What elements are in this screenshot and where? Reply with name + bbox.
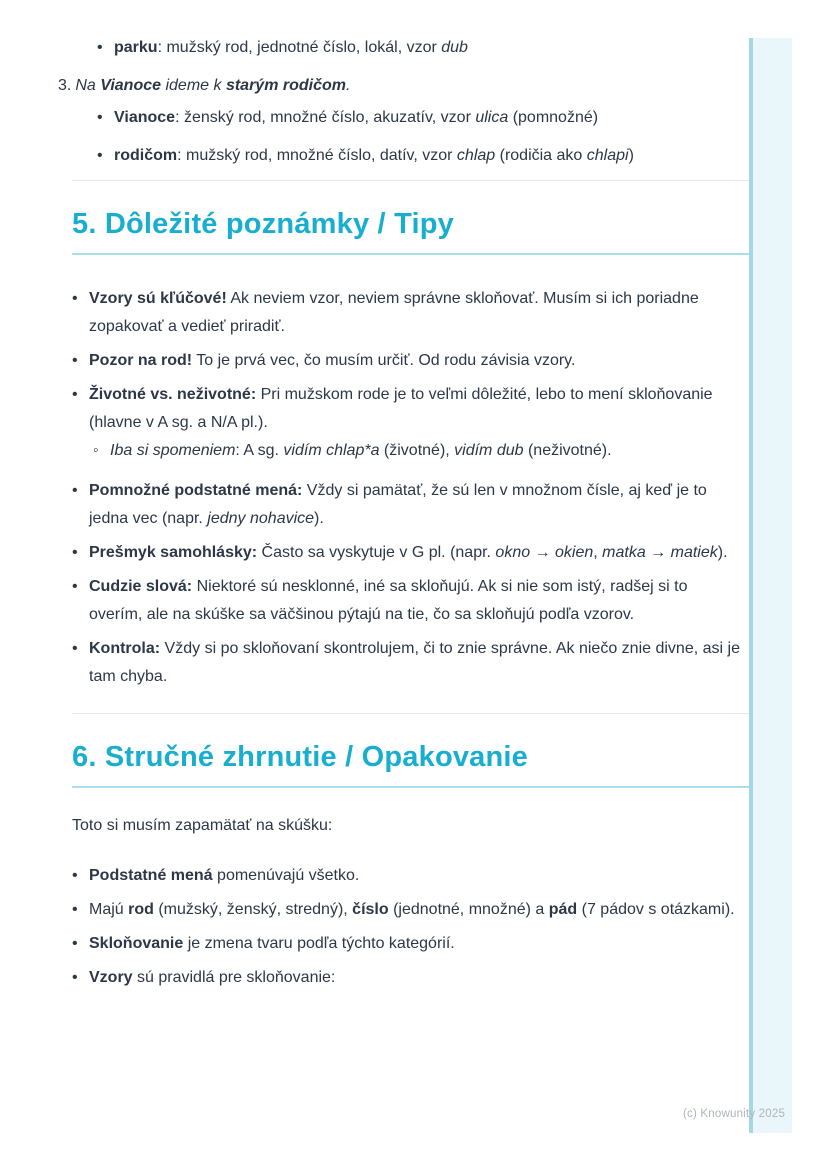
- section-6-list: [72, 862, 768, 992]
- bullet-icon: [72, 930, 89, 958]
- bullet-icon: [72, 477, 89, 533]
- bullet-icon: [72, 285, 89, 341]
- list-item-text: Kontrola: Vždy si po skloňovaní skontrolujem, či to znie správne. Ak niečo znie divne, asi je tam chyba.: [89, 640, 740, 685]
- list-item-text: Pozor na rod! To je prvá vec, čo musím určiť. Od rodu závisia vzory.: [89, 352, 576, 369]
- list-item-text: Podstatné mená pomenúvajú všetko.: [89, 867, 360, 884]
- bullet-icon: [72, 896, 89, 924]
- list-item: [72, 930, 768, 958]
- list-item: [72, 635, 768, 691]
- section-divider: [72, 713, 768, 714]
- circle-bullet-icon: [93, 437, 110, 465]
- bullet-icon: [72, 964, 89, 992]
- bullet-icon: [97, 142, 114, 170]
- bullet-icon: [97, 104, 114, 132]
- list-number: 3.: [58, 77, 72, 94]
- list-item: [72, 347, 768, 375]
- list-item: [72, 539, 768, 567]
- watermark: (c) Knowunity 2025: [683, 1108, 786, 1120]
- bullet-icon: [72, 573, 89, 629]
- sub-list: [93, 437, 741, 465]
- list-item: [72, 285, 768, 341]
- list-item-text: Skloňovanie je zmena tvaru podľa týchto kategórií.: [89, 935, 455, 952]
- list-item: [97, 142, 768, 170]
- section-6-title: 6. Stručné zhrnutie / Opakovanie: [72, 740, 768, 788]
- intro-sub-list: [97, 104, 768, 170]
- bullet-icon: [72, 539, 89, 567]
- highlight-bar: [749, 38, 792, 1133]
- list-item-text: rodičom: mužský rod, množné číslo, datív, vzor chlap (rodičia ako chlapi): [114, 147, 634, 164]
- list-item-text: Cudzie slová: Niektoré sú nesklonné, iné sa skloňujú. Ak si nie som istý, radšej si to overím, ale na skúške sa väčšinou pýtajú na tie, čo sa skloňujú podľa vzorov.: [89, 578, 688, 623]
- intro-bullet-list: [97, 34, 768, 62]
- list-item-text: Pomnožné podstatné mená: Vždy si pamätať, že sú len v množnom čísle, aj keď je to jedna vec (napr. jedny nohavice).: [89, 482, 707, 527]
- list-item: [97, 104, 768, 132]
- list-item-text: Životné vs. neživotné: Pri mužskom rode je to veľmi dôležité, lebo to mení skloňovanie (hlavne v A sg. a N/A pl.). ◦ Iba si spomeniem: A sg. vidím chlap*a (životné), vidím dub (neživotné).: [89, 381, 741, 471]
- numbered-item: [58, 72, 768, 100]
- section-5-title: 5. Dôležité poznámky / Tipy: [72, 207, 768, 255]
- list-item-text: parku: mužský rod, jednotné číslo, lokál, vzor dub: [114, 39, 468, 56]
- list-item-text: Vianoce: ženský rod, množné číslo, akuzatív, vzor ulica (pomnožné): [114, 109, 599, 126]
- list-item-text: Prešmyk samohlásky: Často sa vyskytuje v G pl. (napr. okno → okien, matka → matiek).: [89, 544, 728, 561]
- list-item-text: Iba si spomeniem: A sg. vidím chlap*a (životné), vidím dub (neživotné).: [110, 442, 612, 459]
- bullet-icon: [72, 347, 89, 375]
- bullet-icon: [72, 862, 89, 890]
- list-item-text: Vzory sú pravidlá pre skloňovanie:: [89, 969, 336, 986]
- section-5-list: [72, 285, 768, 691]
- list-item-text: Vzory sú kľúčové! Ak neviem vzor, neviem správne skloňovať. Musím si ich poriadne zopakovať a vedieť priradiť.: [89, 290, 699, 335]
- numbered-item-text: Na Vianoce ideme k starým rodičom.: [75, 77, 351, 94]
- list-item-text: Majú rod (mužský, ženský, stredný), číslo (jednotné, množné) a pád (7 pádov s otázkami).: [89, 901, 735, 918]
- bullet-icon: [72, 635, 89, 691]
- section-divider: [72, 180, 768, 181]
- list-item: [72, 896, 768, 924]
- section-6-intro: Toto si musím zapamätať na skúšku:: [72, 817, 333, 834]
- list-item: [97, 34, 768, 62]
- list-item: [93, 437, 741, 465]
- bullet-icon: [72, 381, 89, 471]
- list-item: [72, 964, 768, 992]
- list-item: [72, 477, 768, 533]
- list-item: [72, 862, 768, 890]
- list-item: [72, 381, 768, 471]
- list-item: [72, 573, 768, 629]
- bullet-icon: [97, 34, 114, 62]
